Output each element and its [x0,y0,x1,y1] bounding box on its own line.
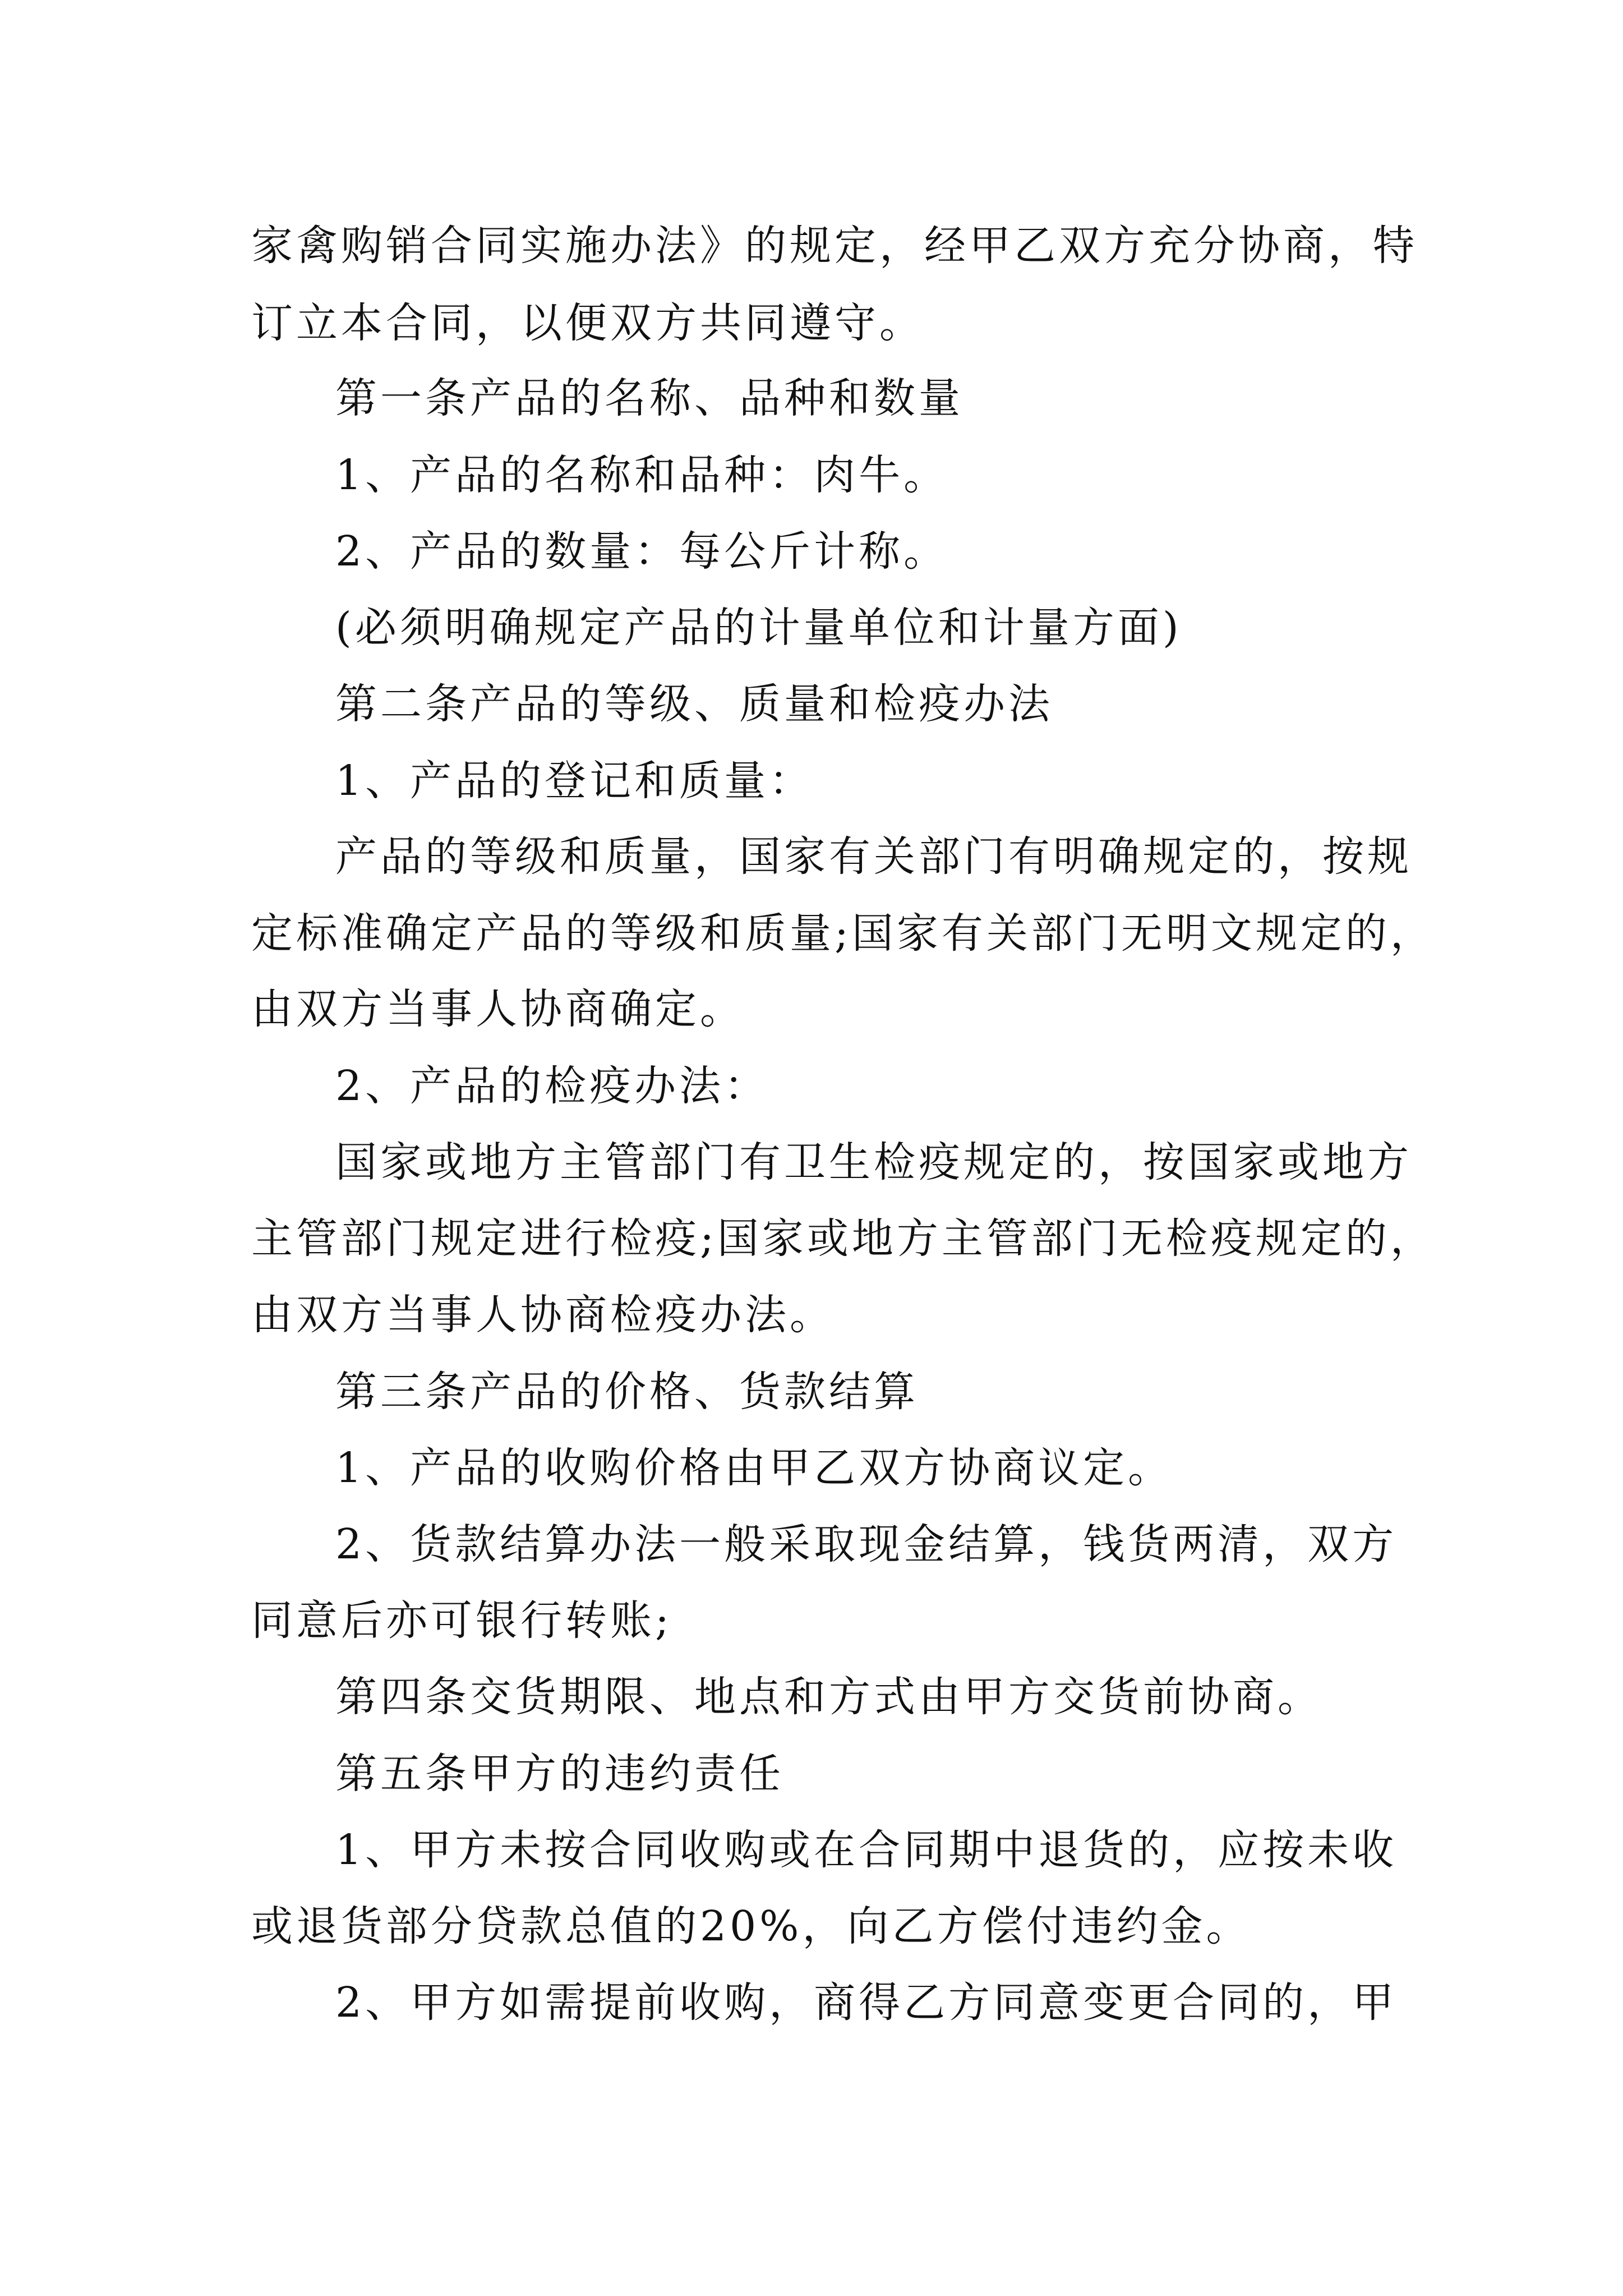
paragraph-line: 由双方当事人协商检疫办法。 [251,1291,834,1339]
paragraph-line: 1、产品的收购价格由甲乙双方协商议定。 [335,1444,1173,1492]
paragraph-line: 国家或地方主管部门有卫生检疫规定的，按国家或地方 [335,1138,1412,1186]
article-heading: 第一条产品的名称、品种和数量 [335,374,963,422]
paragraph-line: 订立本合同，以便双方共同遵守。 [251,299,924,347]
paragraph-line: 1、产品的名称和品种：肉牛。 [335,451,949,499]
paragraph-line: 1、甲方未按合同收购或在合同期中退货的，应按未收 [335,1826,1398,1874]
paragraph-line: 定标准确定产品的等级和质量;国家有关部门无明文规定的， [251,909,1435,958]
paragraph-line: 由双方当事人协商确定。 [251,985,745,1033]
paragraph-line: 2、产品的数量：每公斤计称。 [335,527,949,576]
article-heading: 第二条产品的等级、质量和检疫办法 [335,680,1053,728]
paragraph-line: 2、甲方如需提前收购，商得乙方同意变更合同的，甲 [335,1978,1398,2027]
paragraph-line: 2、货款结算办法一般采取现金结算，钱货两清，双方 [335,1520,1398,1568]
paragraph-line: 或退货部分贷款总值的20%，向乙方偿付违约金。 [251,1902,1251,1950]
article-heading: 第五条甲方的违约责任 [335,1750,784,1798]
article-heading: 第四条交货期限、地点和方式由甲方交货前协商。 [335,1673,1322,1721]
paragraph-line: 2、产品的检疫办法： [335,1062,769,1110]
paragraph-line: 同意后亦可银行转账; [251,1596,672,1645]
paragraph-line: 产品的等级和质量，国家有关部门有明确规定的，按规 [335,832,1412,881]
paragraph-line: 家禽购销合同实施办法》的规定，经甲乙双方充分协商，特 [251,222,1418,270]
paragraph-line: 主管部门规定进行检疫;国家或地方主管部门无检疫规定的， [251,1214,1435,1263]
paragraph-line: 1、产品的登记和质量： [335,757,814,805]
article-heading: 第三条产品的价格、货款结算 [335,1368,919,1416]
paragraph-line: (必须明确规定产品的计量单位和计量方面) [335,604,1182,652]
